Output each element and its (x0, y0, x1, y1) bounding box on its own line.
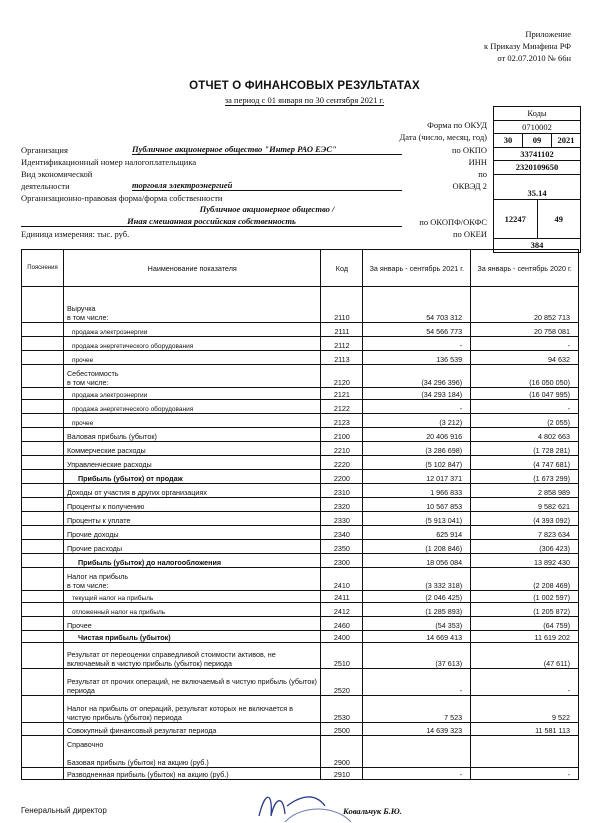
row-previous-cell: (2 055) (471, 414, 579, 428)
signature-position: Генеральный директор (21, 806, 107, 815)
row-notes-cell (22, 723, 64, 736)
row-code-cell: 2112 (321, 337, 363, 351)
row-notes-cell (22, 554, 64, 568)
row-current-cell: 18 056 084 (363, 554, 471, 568)
row-name-cell: Разводненная прибыль (убыток) на акцию (руб.) (63, 768, 320, 780)
row-notes-cell (22, 484, 64, 498)
col-previous: За январь - сентябрь 2020 г. (471, 250, 579, 287)
row-previous-cell: (47 611) (471, 643, 579, 669)
table-row (22, 631, 579, 643)
table-row (22, 723, 579, 736)
row-previous-cell: (64 759) (471, 617, 579, 631)
table-row (22, 365, 579, 388)
row-previous-cell: (306 423) (471, 540, 579, 554)
codes-box (493, 106, 581, 253)
row-current-cell: 12 017 371 (363, 470, 471, 484)
label-inn: ИНН (468, 157, 487, 167)
row-notes-cell (22, 337, 64, 351)
okei-code: 384 (530, 240, 544, 250)
period-text: за период с 01 января по 30 сентября 2021 г. (224, 95, 385, 105)
row-name-cell: продажа электроэнергии (63, 323, 320, 337)
row-name-cell: отложенный налог на прибыль (63, 603, 320, 617)
table-row (22, 337, 579, 351)
row-current-cell: (3 332 318) (363, 568, 471, 591)
inn-code: 2320109650 (494, 161, 580, 175)
okud-code: 0710002 (494, 121, 580, 135)
row-notes-cell (22, 365, 64, 388)
row-code-cell: 2350 (321, 540, 363, 554)
row-current-cell: (3 212) (363, 414, 471, 428)
table-row (22, 540, 579, 554)
row-code-cell: 2340 (321, 526, 363, 540)
row-code-cell: 2320 (321, 498, 363, 512)
row-notes-cell (22, 323, 64, 337)
row-name-cell: прочее (63, 351, 320, 365)
row-previous-cell: (1 673 299) (471, 470, 579, 484)
table-row (22, 768, 579, 780)
table-row (22, 287, 579, 323)
row-notes-cell (22, 603, 64, 617)
label-inn-caption: Идентификационный номер налогоплательщика (21, 157, 197, 167)
legal-form-value-1: Публичное акционерное общество / (199, 204, 335, 214)
row-current-cell: - (363, 400, 471, 414)
row-name-cell: продажа энергетического оборудования (63, 400, 320, 414)
organization-name: Публичное акционерное общество "Интер РАО ЕЭС" (132, 144, 402, 155)
table-row (22, 414, 579, 428)
table-row (22, 470, 579, 484)
row-previous-cell: 11 619 202 (471, 631, 579, 643)
label-date: Дата (число, месяц, год) (399, 132, 487, 142)
col-name: Наименование показателя (63, 250, 320, 287)
table-row (22, 512, 579, 526)
row-code-cell: 2110 (321, 287, 363, 323)
col-notes: Пояснения (22, 250, 64, 287)
row-current-cell: (37 613) (363, 643, 471, 669)
row-previous-cell: 2 858 989 (471, 484, 579, 498)
row-name-cell: Налог на прибыль в том числе: (63, 568, 320, 591)
date-year: 2021 (557, 135, 575, 145)
row-notes-cell (22, 591, 64, 603)
activity-value: торговля электроэнергией (132, 180, 402, 191)
row-current-cell: 10 567 853 (363, 498, 471, 512)
row-previous-cell: (1 002 597) (471, 591, 579, 603)
row-code-cell: 2210 (321, 442, 363, 456)
row-notes-cell (22, 512, 64, 526)
row-notes-cell (22, 428, 64, 442)
row-code-cell: 2520 (321, 669, 363, 696)
row-notes-cell (22, 400, 64, 414)
table-row (22, 643, 579, 669)
row-previous-cell: 7 823 634 (471, 526, 579, 540)
row-previous-cell: - (471, 337, 579, 351)
date-code (494, 134, 580, 148)
okfs-code: 49 (554, 214, 563, 224)
row-current-cell: 625 914 (363, 526, 471, 540)
row-previous-cell: (1 205 872) (471, 603, 579, 617)
table-row (22, 442, 579, 456)
row-current-cell: 14 669 413 (363, 631, 471, 643)
label-okopf: по ОКОПФ/ОКФС (419, 217, 487, 227)
row-current-cell (363, 736, 471, 768)
row-name-cell: Налог на прибыль от операций, результат которых не включается в чистую прибыль (убыток) периода (63, 696, 320, 723)
row-name-cell: Коммерческие расходы (63, 442, 320, 456)
okopf-okfs-code (494, 200, 580, 239)
signature-stamp-icon (245, 786, 355, 823)
row-code-cell: 2220 (321, 456, 363, 470)
row-previous-cell: 9 582 621 (471, 498, 579, 512)
row-code-cell: 2500 (321, 723, 363, 736)
row-code-cell: 2411 (321, 591, 363, 603)
row-notes-cell (22, 696, 64, 723)
row-previous-cell: (1 728 281) (471, 442, 579, 456)
row-name-cell: Валовая прибыль (убыток) (63, 428, 320, 442)
row-code-cell: 2310 (321, 484, 363, 498)
row-name-cell: Прочее (63, 617, 320, 631)
row-code-cell: 2121 (321, 388, 363, 400)
row-notes-cell (22, 631, 64, 643)
row-notes-cell (22, 470, 64, 484)
row-current-cell: 136 539 (363, 351, 471, 365)
label-organization: Организация (21, 145, 68, 155)
row-name-cell: Чистая прибыль (убыток) (63, 631, 320, 643)
row-previous-cell (471, 736, 579, 768)
row-name-cell: продажа энергетического оборудования (63, 337, 320, 351)
row-code-cell: 2120 (321, 365, 363, 388)
table-row (22, 388, 579, 400)
row-code-cell: 2460 (321, 617, 363, 631)
row-notes-cell (22, 669, 64, 696)
row-previous-cell: 94 632 (471, 351, 579, 365)
row-notes-cell (22, 456, 64, 470)
table-row (22, 568, 579, 591)
codes-header: Коды (494, 107, 580, 121)
appendix-line: к Приказу Минфина РФ (484, 41, 571, 51)
label-po: по (478, 169, 487, 179)
row-previous-cell: 20 758 081 (471, 323, 579, 337)
row-name-cell: Совокупный финансовый результат периода (63, 723, 320, 736)
label-okei: по ОКЕИ (452, 229, 487, 239)
label-form-okud: Форма по ОКУД (427, 120, 487, 130)
row-name-cell: Прибыль (убыток) от продаж (63, 470, 320, 484)
row-previous-cell: (2 208 469) (471, 568, 579, 591)
row-current-cell: - (363, 669, 471, 696)
row-name-cell: Проценты к получению (63, 498, 320, 512)
row-name-cell: Прочие доходы (63, 526, 320, 540)
row-name-cell: Выручка в том числе: (63, 287, 320, 323)
row-code-cell: 2412 (321, 603, 363, 617)
row-name-cell: Справочно Базовая прибыль (убыток) на акцию (руб.) (63, 736, 320, 768)
table-row (22, 526, 579, 540)
row-current-cell: (1 285 893) (363, 603, 471, 617)
row-notes-cell (22, 526, 64, 540)
row-name-cell: Доходы от участия в других организациях (63, 484, 320, 498)
row-previous-cell: (4 747 681) (471, 456, 579, 470)
row-notes-cell (22, 498, 64, 512)
row-current-cell: 20 406 916 (363, 428, 471, 442)
label-unit: Единица измерения: тыс. руб. (21, 229, 130, 239)
row-current-cell: (34 293 184) (363, 388, 471, 400)
row-notes-cell (22, 736, 64, 768)
table-header-row (22, 250, 579, 287)
legal-form-value-2: Иная смешанная российская собственность (21, 216, 402, 227)
row-current-cell: - (363, 768, 471, 780)
row-notes-cell (22, 617, 64, 631)
appendix-note (484, 28, 571, 64)
row-name-cell: Проценты к уплате (63, 512, 320, 526)
row-current-cell: (54 353) (363, 617, 471, 631)
col-current: За январь - сентябрь 2021 г. (363, 250, 471, 287)
row-code-cell: 2123 (321, 414, 363, 428)
row-name-cell: Прибыль (убыток) до налогообложения (63, 554, 320, 568)
row-notes-cell (22, 287, 64, 323)
row-name-cell: Результат от прочих операций, не включаемый в чистую прибыль (убыток) периода (63, 669, 320, 696)
table-row (22, 428, 579, 442)
signature-name: Ковальчук Б.Ю. (343, 806, 402, 816)
row-code-cell: 2910 (321, 768, 363, 780)
table-row (22, 351, 579, 365)
table-row (22, 456, 579, 470)
table-row (22, 736, 579, 768)
row-code-cell: 2100 (321, 428, 363, 442)
row-code-cell: 2900 (321, 736, 363, 768)
report-title: ОТЧЕТ О ФИНАНСОВЫХ РЕЗУЛЬТАТАХ (189, 80, 420, 92)
table-row (22, 484, 579, 498)
row-current-cell: 7 523 (363, 696, 471, 723)
row-code-cell: 2122 (321, 400, 363, 414)
row-code-cell: 2330 (321, 512, 363, 526)
row-current-cell: - (363, 337, 471, 351)
table-row (22, 617, 579, 631)
table-row (22, 696, 579, 723)
row-previous-cell: 9 522 (471, 696, 579, 723)
okved-code: 35.14 (494, 187, 580, 201)
row-name-cell: Управленческие расходы (63, 456, 320, 470)
row-code-cell: 2111 (321, 323, 363, 337)
date-day: 30 (494, 134, 523, 147)
table-row (22, 591, 579, 603)
row-notes-cell (22, 643, 64, 669)
row-name-cell: продажа электроэнергии (63, 388, 320, 400)
appendix-line: от 02.07.2010 № 66н (497, 53, 571, 63)
label-activity-1: Вид экономической (21, 169, 93, 179)
row-current-cell: (2 046 425) (363, 591, 471, 603)
row-previous-cell: (16 050 050) (471, 365, 579, 388)
row-previous-cell: - (471, 669, 579, 696)
row-previous-cell: 13 892 430 (471, 554, 579, 568)
row-previous-cell: 11 581 113 (471, 723, 579, 736)
row-previous-cell: 20 852 713 (471, 287, 579, 323)
row-code-cell: 2510 (321, 643, 363, 669)
okopf-code: 12247 (494, 200, 538, 238)
row-previous-cell: (16 047 995) (471, 388, 579, 400)
row-notes-cell (22, 568, 64, 591)
label-okved: ОКВЭД 2 (452, 181, 487, 191)
row-notes-cell (22, 768, 64, 780)
row-code-cell: 2300 (321, 554, 363, 568)
table-row (22, 323, 579, 337)
row-name-cell: Результат от переоценки справедливой стоимости активов, не включаемый в чистую прибыль (убыток) периода (63, 643, 320, 669)
row-notes-cell (22, 414, 64, 428)
appendix-line: Приложение (525, 29, 571, 39)
row-name-cell: Прочие расходы (63, 540, 320, 554)
row-current-cell: (3 286 698) (363, 442, 471, 456)
row-notes-cell (22, 351, 64, 365)
financial-results-table (21, 249, 579, 780)
row-notes-cell (22, 540, 64, 554)
row-code-cell: 2400 (321, 631, 363, 643)
date-month: 09 (523, 134, 552, 147)
label-activity-2: деятельности (21, 181, 70, 191)
table-row (22, 498, 579, 512)
report-period (0, 95, 609, 105)
row-previous-cell: - (471, 400, 579, 414)
row-current-cell: (5 102 847) (363, 456, 471, 470)
row-current-cell: (34 296 396) (363, 365, 471, 388)
row-notes-cell (22, 388, 64, 400)
row-code-cell: 2410 (321, 568, 363, 591)
table-row (22, 669, 579, 696)
row-code-cell: 2200 (321, 470, 363, 484)
row-current-cell: 54 703 312 (363, 287, 471, 323)
row-previous-cell: - (471, 768, 579, 780)
row-name-cell: прочее (63, 414, 320, 428)
row-current-cell: 1 966 833 (363, 484, 471, 498)
row-current-cell: (1 208 846) (363, 540, 471, 554)
row-previous-cell: 4 802 663 (471, 428, 579, 442)
col-code: Код (321, 250, 363, 287)
table-row (22, 554, 579, 568)
label-okpo: по ОКПО (451, 145, 487, 155)
row-name-cell: текущий налог на прибыль (63, 591, 320, 603)
row-notes-cell (22, 442, 64, 456)
row-previous-cell: (4 393 092) (471, 512, 579, 526)
table-row (22, 603, 579, 617)
row-current-cell: (5 913 041) (363, 512, 471, 526)
label-legal-form: Организационно-правовая форма/форма собственности (21, 193, 223, 203)
row-code-cell: 2530 (321, 696, 363, 723)
okpo-code: 33741102 (494, 148, 580, 162)
row-name-cell: Себестоимость в том числе: (63, 365, 320, 388)
row-code-cell: 2113 (321, 351, 363, 365)
row-current-cell: 54 566 773 (363, 323, 471, 337)
row-current-cell: 14 639 323 (363, 723, 471, 736)
table-row (22, 400, 579, 414)
